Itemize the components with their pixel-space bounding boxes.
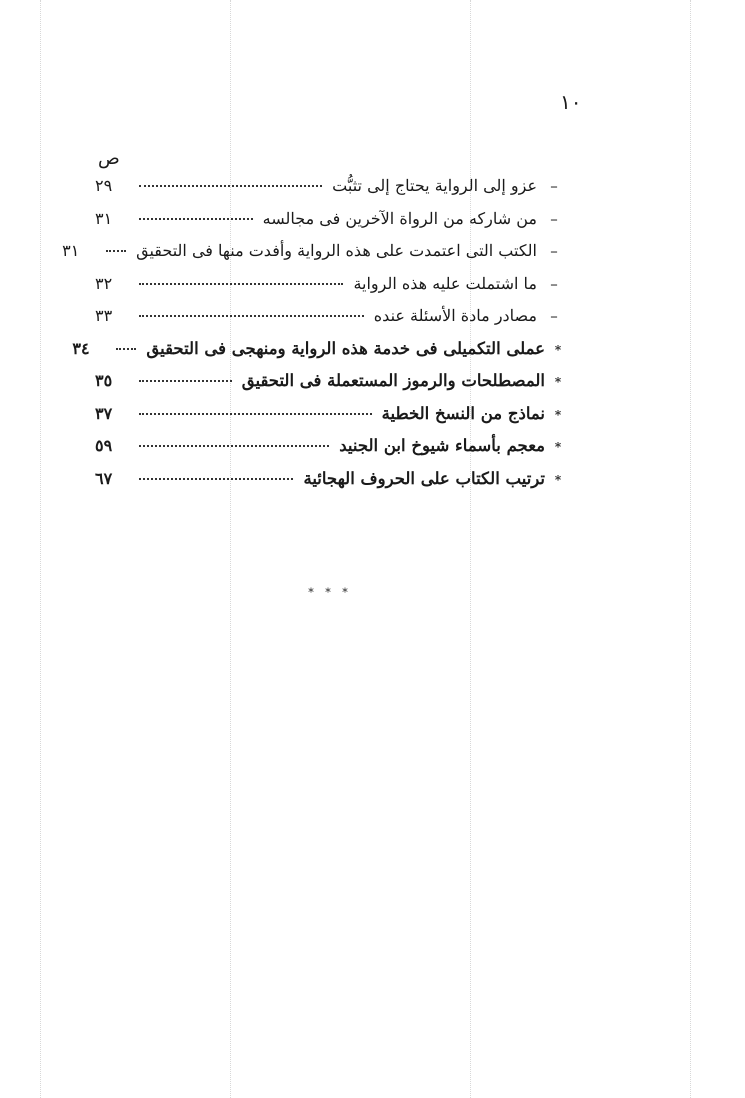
toc-entry: [95, 436, 565, 469]
bullet-star-icon: *: [554, 440, 562, 454]
toc-entry: [95, 209, 565, 242]
bullet-star-icon: *: [554, 407, 562, 422]
dot-leader: [139, 315, 364, 317]
scan-artifact: [230, 0, 231, 1098]
toc-entry: [95, 306, 565, 339]
toc-entry-page: ٣٢: [95, 273, 113, 293]
dot-leader: [139, 445, 329, 447]
toc-entry-page: ٣٣: [95, 306, 113, 325]
toc-entry-page: ٣٥: [95, 371, 113, 390]
toc-entry-title: عزو إلى الرواية يحتاج إلى تثبُّت: [332, 176, 537, 195]
toc-entry-page: ٣١: [62, 241, 80, 260]
page-column-header: ص: [98, 148, 120, 169]
toc-entry-page: ٣٧: [95, 403, 113, 423]
dot-leader: [116, 348, 136, 350]
scan-artifact: [470, 0, 471, 1098]
toc-entry: [95, 469, 565, 502]
toc-entry-page: ٣٤: [72, 338, 90, 358]
dash-marker: –: [550, 307, 558, 325]
dash-marker: –: [550, 209, 558, 228]
toc-entry-title: نماذج من النسخ الخطية: [381, 403, 545, 423]
dash-marker: –: [550, 177, 558, 195]
page-number: ١٠: [560, 90, 582, 114]
dot-leader: [139, 380, 232, 382]
toc-entry: [95, 371, 565, 404]
dot-leader: [139, 478, 293, 480]
toc-entry: [62, 241, 565, 274]
scan-artifact: [690, 0, 691, 1098]
dash-marker: –: [550, 274, 558, 293]
toc-entry-title: مصادر مادة الأسئلة عنده: [373, 306, 537, 325]
toc-entry: [95, 274, 565, 307]
toc-entry-title: ترتيب الكتاب على الحروف الهجائية: [303, 468, 545, 488]
scan-artifact: [40, 0, 41, 1098]
dot-leader: [139, 185, 322, 187]
dot-leader: [139, 413, 372, 415]
bullet-star-icon: *: [554, 375, 562, 389]
toc-entry: [95, 404, 565, 437]
toc-entry-title: ما اشتملت عليه هذه الرواية: [353, 273, 537, 293]
section-separator: * * *: [308, 586, 352, 599]
dash-marker: –: [550, 242, 558, 260]
toc-entry-title: من شاركه من الرواة الآخرين فى مجالسه: [262, 208, 537, 228]
dot-leader: [139, 283, 343, 285]
toc-entry-title: المصطلحات والرموز المستعملة فى التحقيق: [241, 371, 545, 390]
dot-leader: [139, 218, 253, 220]
toc-entry-page: ٥٩: [95, 436, 113, 455]
table-of-contents: [62, 176, 565, 501]
toc-entry: [72, 338, 565, 372]
bullet-star-icon: *: [554, 472, 562, 487]
dot-leader: [106, 250, 126, 252]
toc-entry: [95, 176, 565, 209]
toc-entry-page: ٢٩: [95, 176, 113, 195]
toc-entry-page: ٦٧: [95, 468, 113, 488]
toc-entry-title: عملى التكميلى فى خدمة هذه الرواية ومنهجى فى التحقيق: [146, 338, 545, 358]
toc-entry-page: ٣١: [95, 208, 113, 228]
bullet-star-icon: *: [554, 342, 562, 357]
toc-entry-title: معجم بأسماء شيوخ ابن الجنيد: [339, 436, 545, 455]
toc-entry-title: الكتب التى اعتمدت على هذه الرواية وأفدت منها فى التحقيق: [136, 241, 537, 260]
